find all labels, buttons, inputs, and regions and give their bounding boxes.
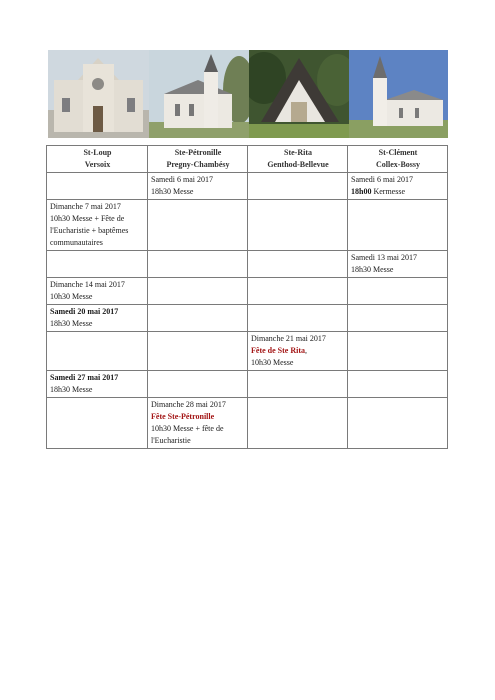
schedule-cell — [248, 398, 348, 449]
schedule-cell — [348, 305, 448, 332]
schedule-cell — [348, 371, 448, 398]
schedule-cell — [348, 200, 448, 251]
schedule-cell — [148, 371, 248, 398]
schedule-cell — [248, 251, 348, 278]
schedule-cell — [148, 251, 248, 278]
schedule-line: 10h30 Messe + Fête de l'Eucharistie + baptêmes communautaires — [50, 214, 129, 247]
schedule-cell — [148, 305, 248, 332]
church-ste-rita-photo — [249, 50, 349, 138]
column-header-ste-rita — [248, 146, 348, 173]
table-row — [47, 173, 448, 200]
schedule-cell — [47, 278, 148, 305]
schedule-text: Fête de Ste Rita — [251, 346, 305, 355]
table-row — [47, 332, 448, 371]
table-row — [47, 398, 448, 449]
parish-location: Genthod-Bellevue — [267, 160, 329, 169]
schedule-cell — [248, 371, 348, 398]
schedule-line: 18h30 Messe — [50, 385, 93, 394]
schedule-line: Dimanche 21 mai 2017 — [251, 334, 326, 343]
schedule-cell — [47, 398, 148, 449]
schedule-line — [251, 345, 345, 357]
schedule-cell — [348, 332, 448, 371]
column-header-st-loup — [47, 146, 148, 173]
schedule-cell — [348, 398, 448, 449]
parish-name: St-Loup — [83, 148, 112, 157]
table-row — [47, 371, 448, 398]
schedule-line: 18h30 Messe — [351, 265, 394, 274]
schedule-line: Samedi 6 mai 2017 — [351, 175, 413, 184]
schedule-cell — [148, 332, 248, 371]
parish-location: Pregny-Chambésy — [166, 160, 230, 169]
schedule-cell — [248, 200, 348, 251]
schedule-cell — [47, 251, 148, 278]
parish-name: St-Clément — [378, 148, 418, 157]
schedule-cell — [148, 398, 248, 449]
schedule-line: Samedi 27 mai 2017 — [50, 373, 119, 382]
schedule-line — [351, 186, 445, 198]
schedule-cell — [47, 173, 148, 200]
schedule-line: Dimanche 7 mai 2017 — [50, 202, 121, 211]
schedule-line: Samedi 13 mai 2017 — [351, 253, 417, 262]
schedule-cell — [47, 200, 148, 251]
schedule-cell — [348, 278, 448, 305]
schedule-line: Dimanche 28 mai 2017 — [151, 400, 226, 409]
schedule-cell — [248, 278, 348, 305]
schedule-cell — [47, 371, 148, 398]
schedule-cell — [248, 173, 348, 200]
schedule-text: , — [304, 346, 307, 355]
schedule-cell — [148, 200, 248, 251]
schedule-line: Dimanche 14 mai 2017 — [50, 280, 125, 289]
column-header-st-clement — [348, 146, 448, 173]
schedule-cell — [248, 305, 348, 332]
schedule-text: 18h00 — [351, 187, 372, 196]
schedule-line: Samedi 20 mai 2017 — [50, 307, 119, 316]
schedule-line: Samedi 6 mai 2017 — [151, 175, 213, 184]
schedule-cell — [47, 305, 148, 332]
schedule-cell — [148, 173, 248, 200]
schedule-text: Kermesse — [371, 187, 405, 196]
church-photos-strip — [48, 50, 448, 138]
schedule-line: 10h30 Messe — [50, 292, 93, 301]
column-header-ste-petronille — [148, 146, 248, 173]
mass-schedule-table — [46, 145, 448, 449]
schedule-cell — [348, 173, 448, 200]
schedule-cell — [348, 251, 448, 278]
table-row — [47, 278, 448, 305]
church-ste-petronille-photo — [149, 50, 249, 138]
table-row — [47, 200, 448, 251]
schedule-line: 18h30 Messe — [151, 187, 194, 196]
schedule-line: Fête Ste-Pétronille — [151, 412, 215, 421]
schedule-line: 18h30 Messe — [50, 319, 93, 328]
schedule-line: 10h30 Messe — [251, 358, 294, 367]
church-st-loup-photo — [48, 50, 149, 138]
schedule-cell — [248, 332, 348, 371]
schedule-cell — [148, 278, 248, 305]
table-header-row — [47, 146, 448, 173]
schedule-line: 10h30 Messe + fête de l'Eucharistie — [151, 424, 224, 445]
parish-name: Ste-Rita — [284, 148, 312, 157]
parish-location: Versoix — [84, 160, 111, 169]
table-row — [47, 251, 448, 278]
church-st-clement-photo — [349, 50, 448, 138]
schedule-cell — [47, 332, 148, 371]
table-row — [47, 305, 448, 332]
parish-name: Ste-Pétronille — [174, 148, 222, 157]
schedule-body — [47, 173, 448, 449]
parish-location: Collex-Bossy — [376, 160, 420, 169]
